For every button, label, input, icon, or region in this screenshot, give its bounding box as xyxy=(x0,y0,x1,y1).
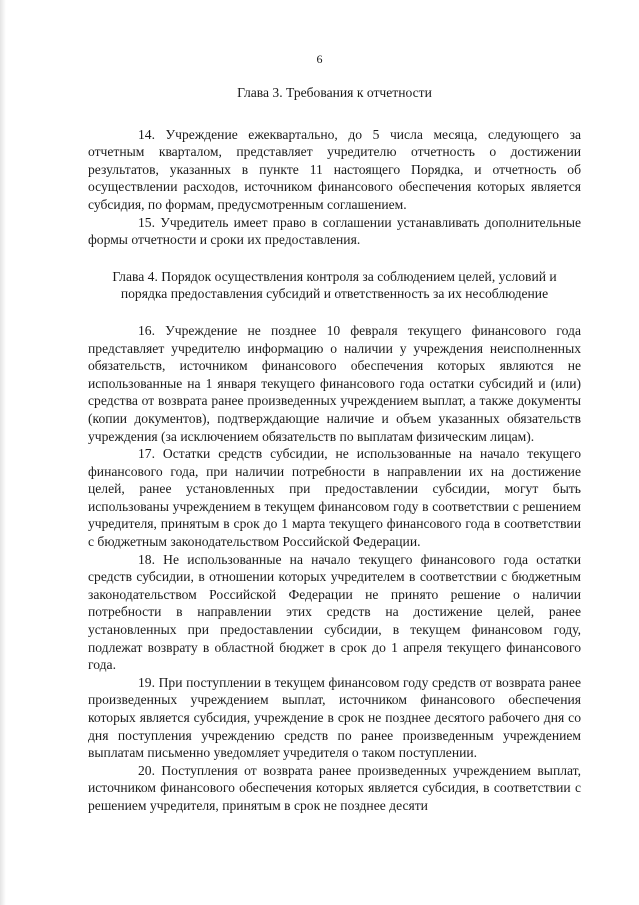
document-body xyxy=(88,84,581,815)
paragraph-20: 20. Поступления от возврата ранее произведенных учреждением выплат, источником финансового обеспечения которых является субсидия, в соответствии с решением учредителя, принятым в срок не позднее десяти xyxy=(88,762,581,813)
paragraph-16: 16. Учреждение не позднее 10 февраля текущего финансового года представляет учредителю информацию о наличии у учреждения неисполненных обязательств, источником финансового обеспечения которых являются не использованные на 1 января текущего финансового года остатки субсидий и (или) средства от возврата ранее произведенных учреждением выплат, а также документы (копии документов), подтверждающие наличие и объем указанных обязательств учреждения (за исключением обязательств по выплатам физическим лицам). xyxy=(88,322,581,444)
paragraph-19: 19. При поступлении в текущем финансовом году средств от возврата ранее произведенных учреждением выплат, источником финансового обеспечения которых является субсидия, учреждение в срок не позднее десятого рабочего дня со дня поступления учреждению средств по ранее произведенным учреждением выплатам письменно уведомляет учредителя о таком поступлении. xyxy=(88,674,581,761)
page-number: 6 xyxy=(316,52,323,66)
paragraph-17: 17. Остатки средств субсидии, не использованные на начало текущего финансового года, при наличии потребности в направлении их на достижение целей, ранее установленных при предоставлении субсидии, могут быть использованы учреждением в текущем финансовом году в соответствии с решением учредителя, принятым в срок до 1 марта текущего финансового года в соответствии с бюджетным законодательством Российской Федерации. xyxy=(88,446,581,550)
chapter-3-title: Глава 3. Требования к отчетности xyxy=(237,85,432,100)
paragraph-14: 14. Учреждение ежеквартально, до 5 числа месяца, следующего за отчетным кварталом, представляет учредителю отчетность о достижении результатов, указанных в пункте 11 настоящего Порядка, и отчетность об осуществлении расходов, источником финансового обеспечения которых является субсидия, по формам, предусмотренным соглашением. xyxy=(88,126,581,212)
scan-edge-shadow xyxy=(0,0,6,905)
paragraph-18: 18. Не использованные на начало текущего финансового года остатки средств субсидии, в отношении которых учредителем в соответствии с бюджетным законодательством Российской Федерации не принято решение о наличии потребности в направлении этих средств на достижение целей, ранее установленных при предоставлении субсидии, в текущем финансовом году, подлежат возврату в областной бюджет в срок до 1 апреля текущего финансового года. xyxy=(88,551,581,673)
chapter-4-title: Глава 4. Порядок осуществления контроля за соблюдением целей, условий и порядка предоставления субсидий и ответственность за их несоблюдение xyxy=(112,268,557,302)
paragraph-15: 15. Учредитель имеет право в соглашении устанавливать дополнительные формы отчетности и сроки их предоставления. xyxy=(88,214,581,248)
